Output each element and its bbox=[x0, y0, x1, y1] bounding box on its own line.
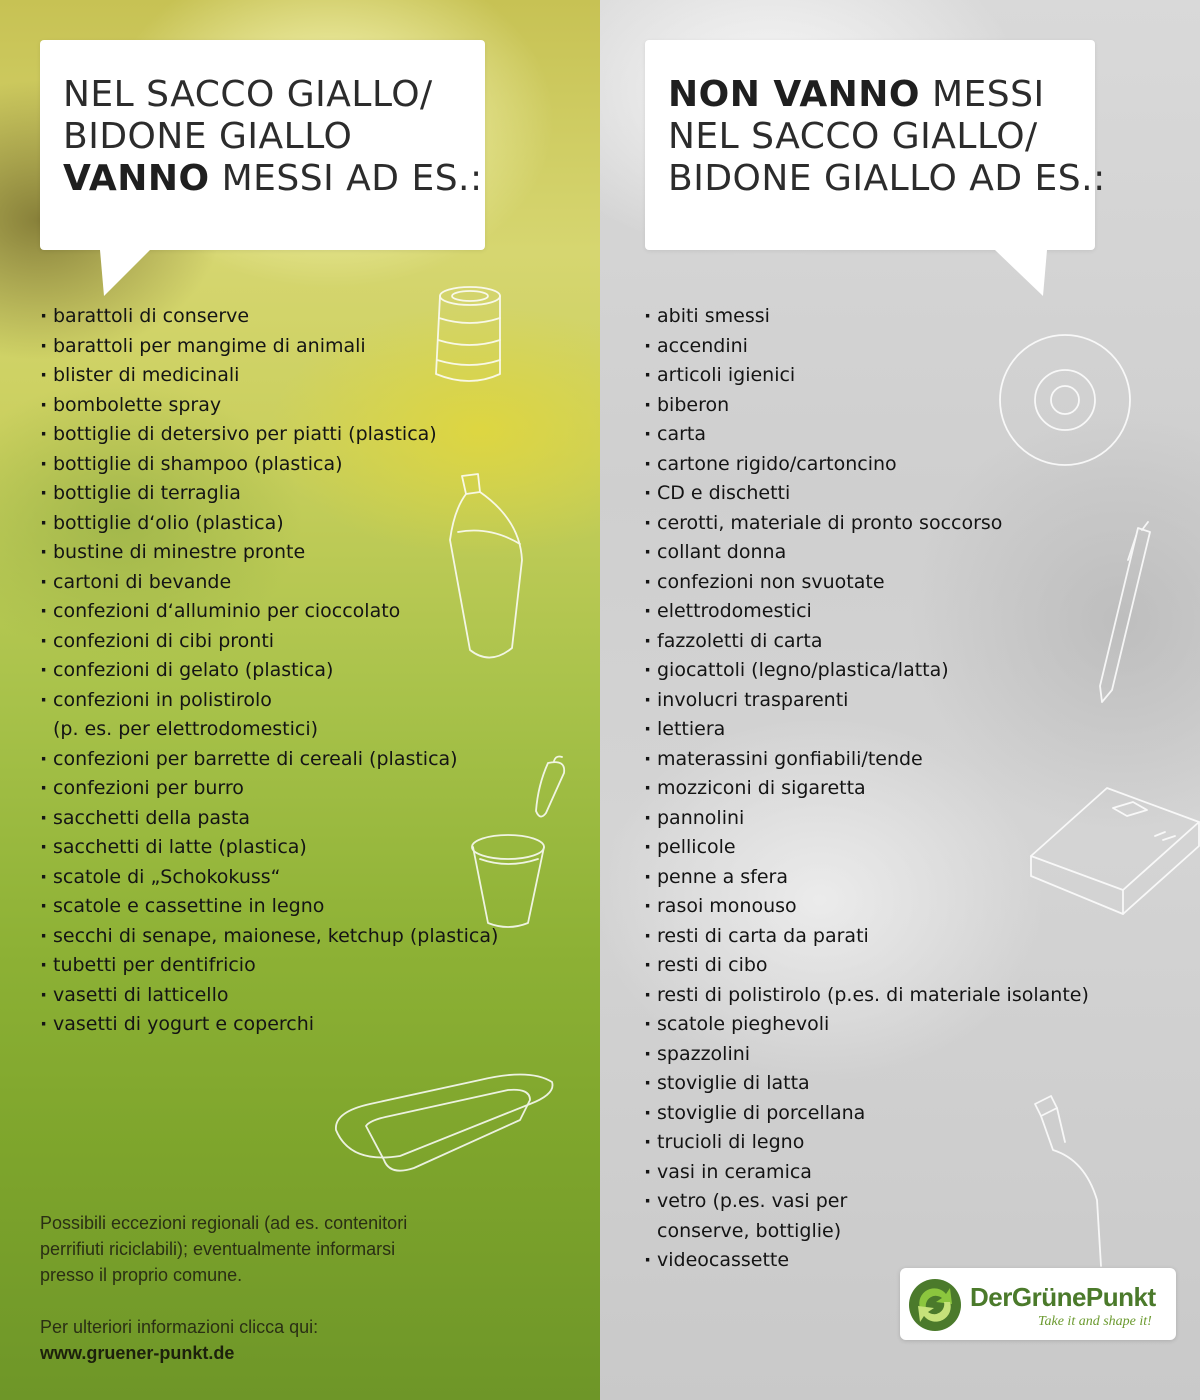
list-item: · stoviglie di latta bbox=[644, 1069, 1089, 1099]
list-item: · confezioni per barrette di cereali (plastica) bbox=[40, 745, 498, 775]
list-item: · CD e dischetti bbox=[644, 479, 1089, 509]
list-item: · confezioni di gelato (plastica) bbox=[40, 656, 498, 686]
list-item: · confezioni di cibi pronti bbox=[40, 627, 498, 657]
list-item: · bombolette spray bbox=[40, 391, 498, 421]
list-item: · bottiglie di terraglia bbox=[40, 479, 498, 509]
not-allowed-panel bbox=[600, 0, 1200, 1400]
list-item: · lettiera bbox=[644, 715, 1089, 745]
logo-slogan: Take it and shape it! bbox=[1038, 1314, 1152, 1329]
gruene-punkt-logo[interactable] bbox=[900, 1268, 1176, 1340]
pen-sketch-icon bbox=[1088, 520, 1168, 710]
list-item: · cerotti, materiale di pronto soccorso bbox=[644, 509, 1089, 539]
list-item: · articoli igienici bbox=[644, 361, 1089, 391]
note-line-3: presso il proprio comune. bbox=[40, 1265, 243, 1285]
list-item: · resti di carta da parati bbox=[644, 922, 1089, 952]
list-item: · pellicole bbox=[644, 833, 1089, 863]
list-item: · resti di polistirolo (p.es. di materiale isolante) bbox=[644, 981, 1089, 1011]
list-item: · pannolini bbox=[644, 804, 1089, 834]
list-item: · bustine di minestre pronte bbox=[40, 538, 498, 568]
not-allowed-title-emphasis: NON VANNO bbox=[668, 74, 921, 115]
not-allowed-title-line-1 bbox=[668, 74, 1095, 116]
list-item: · spazzolini bbox=[644, 1040, 1089, 1070]
list-item bbox=[40, 686, 498, 745]
list-item: · rasoi monouso bbox=[644, 892, 1089, 922]
allowed-title-tail: MESSI AD ES.: bbox=[209, 158, 483, 199]
list-item: · penne a sfera bbox=[644, 863, 1089, 893]
list-item: · biberon bbox=[644, 391, 1089, 421]
list-item: · elettrodomestici bbox=[644, 597, 1089, 627]
list-item: · materassini gonfiabili/tende bbox=[644, 745, 1089, 775]
list-item bbox=[644, 1187, 1089, 1246]
list-item: · bottiglie d‘olio (plastica) bbox=[40, 509, 498, 539]
list-item-text: vetro (p.es. vasi per bbox=[657, 1190, 848, 1212]
list-item: · scatole pieghevoli bbox=[644, 1010, 1089, 1040]
list-item: · accendini bbox=[644, 332, 1089, 362]
more-info-label: Per ulteriori informazioni clicca qui: bbox=[40, 1317, 319, 1337]
not-allowed-title-bubble bbox=[645, 40, 1106, 250]
list-item: · tubetti per dentifricio bbox=[40, 951, 498, 981]
list-item-continuation: (p. es. per elettrodomestici) bbox=[53, 718, 319, 740]
not-allowed-title-line-3: BIDONE GIALLO AD ES.: bbox=[668, 158, 1106, 199]
list-item: · secchi di senape, maionese, ketchup (plastica) bbox=[40, 922, 498, 952]
list-item: · resti di cibo bbox=[644, 951, 1089, 981]
list-item: · cartone rigido/cartoncino bbox=[644, 450, 1089, 480]
list-item: · blister di medicinali bbox=[40, 361, 498, 391]
list-item: · bottiglie di detersivo per piatti (plastica) bbox=[40, 420, 498, 450]
allowed-title-bubble bbox=[40, 40, 485, 250]
list-item: · barattoli di conserve bbox=[40, 302, 498, 332]
regional-exceptions-note bbox=[40, 1210, 407, 1288]
list-item: · abiti smessi bbox=[644, 302, 1089, 332]
allowed-title-line-3 bbox=[63, 158, 485, 200]
list-item: · scatole e cassettine in legno bbox=[40, 892, 498, 922]
list-item: · stoviglie di porcellana bbox=[644, 1099, 1089, 1129]
allowed-items-list bbox=[40, 302, 498, 1040]
not-allowed-title-head-tail: MESSI bbox=[920, 74, 1045, 115]
allowed-title-line-2: BIDONE GIALLO bbox=[63, 116, 353, 157]
list-item: · videocassette bbox=[644, 1246, 1089, 1276]
list-item: · confezioni per burro bbox=[40, 774, 498, 804]
list-item: · sacchetti della pasta bbox=[40, 804, 498, 834]
list-item: · bottiglie di shampoo (plastica) bbox=[40, 450, 498, 480]
food-tray-sketch-icon bbox=[330, 1060, 560, 1190]
allowed-title-emphasis: VANNO bbox=[63, 158, 210, 199]
list-item: · vasetti di yogurt e coperchi bbox=[40, 1010, 498, 1040]
not-allowed-title-line-2: NEL SACCO GIALLO/ bbox=[668, 116, 1038, 157]
list-item: · vasi in ceramica bbox=[644, 1158, 1089, 1188]
logo-name: DerGrünePunkt bbox=[970, 1282, 1156, 1312]
list-item-continuation: conserve, bottiglie) bbox=[657, 1219, 842, 1242]
allowed-title bbox=[40, 40, 485, 200]
list-item-text: confezioni in polistirolo bbox=[53, 688, 272, 711]
list-item: · scatole di „Schokokuss“ bbox=[40, 863, 498, 893]
website-link[interactable]: www.gruener-punkt.de bbox=[40, 1343, 235, 1363]
list-item: · vasetti di latticello bbox=[40, 981, 498, 1011]
list-item: · confezioni non svuotate bbox=[644, 568, 1089, 598]
note-line-2: perrifiuti riciclabili); eventualmente informarsi bbox=[40, 1239, 396, 1259]
allowed-title-line-1: NEL SACCO GIALLO/ bbox=[63, 74, 433, 115]
list-item: · sacchetti di latte (plastica) bbox=[40, 833, 498, 863]
list-item: · trucioli di legno bbox=[644, 1128, 1089, 1158]
list-item: · collant donna bbox=[644, 538, 1089, 568]
list-item: · involucri trasparenti bbox=[644, 686, 1089, 716]
list-item: · confezioni d‘alluminio per cioccolato bbox=[40, 597, 498, 627]
list-item: · giocattoli (legno/plastica/latta) bbox=[644, 656, 1089, 686]
green-dot-logo-icon bbox=[908, 1278, 962, 1332]
note-line-1: Possibili eccezioni regionali (ad es. contenitori bbox=[40, 1213, 408, 1233]
list-item: · mozziconi di sigaretta bbox=[644, 774, 1089, 804]
not-allowed-items-list bbox=[644, 302, 1089, 1276]
list-item: · fazzoletti di carta bbox=[644, 627, 1089, 657]
list-item: · cartoni di bevande bbox=[40, 568, 498, 598]
list-item: · barattoli per mangime di animali bbox=[40, 332, 498, 362]
list-item: · carta bbox=[644, 420, 1089, 450]
not-allowed-title bbox=[645, 40, 1106, 200]
